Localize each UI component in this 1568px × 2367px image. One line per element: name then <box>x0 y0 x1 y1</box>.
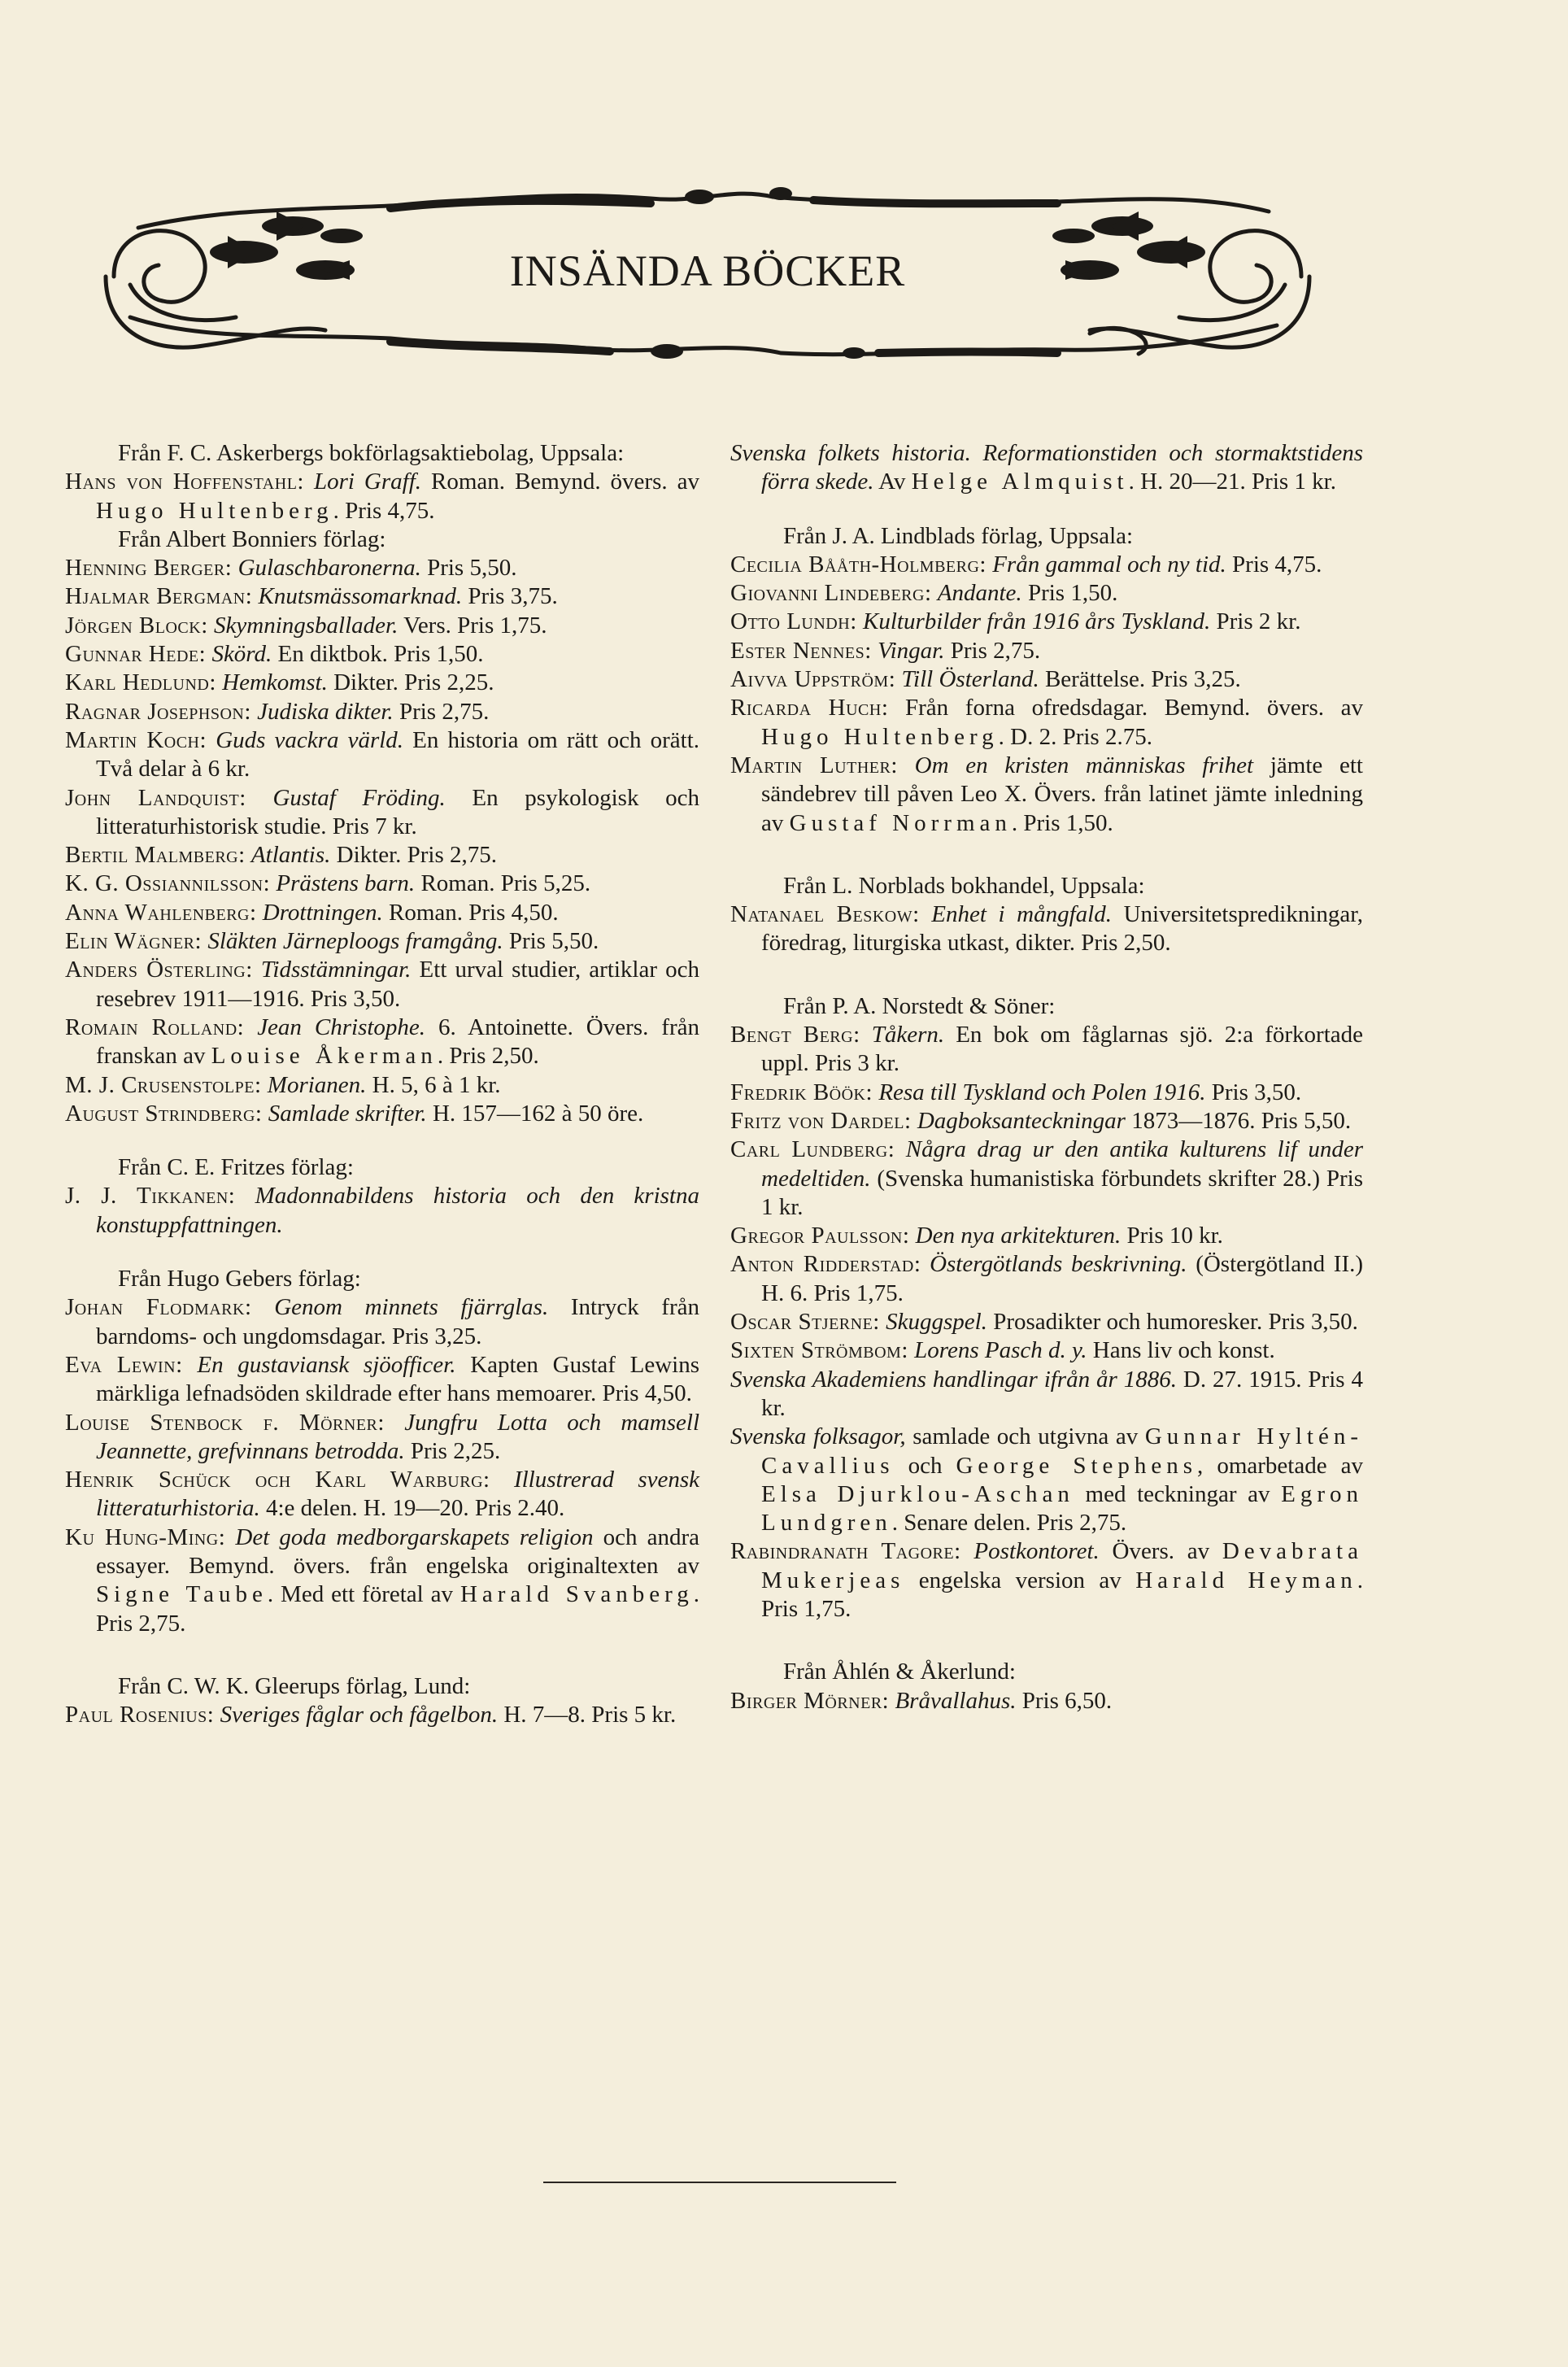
author: Eva Lewin: <box>65 1351 183 1378</box>
details: Roman. Pris 5,25. <box>415 870 591 897</box>
details: Dikter. Pris 2,25. <box>327 669 494 696</box>
details: Pris 2 kr. <box>1210 608 1301 635</box>
book-title: Enhet i mångfald. <box>931 901 1112 928</box>
footer-divider <box>543 2182 896 2183</box>
book-entry <box>65 1100 699 1128</box>
details: D. 27. 1915. Pris 4 kr. <box>761 1366 1363 1421</box>
translator: Gustaf Norrman <box>789 809 1012 836</box>
price: . Pris 4,75. <box>333 497 435 524</box>
author: Natanael Beskow: <box>730 901 920 928</box>
author: Hans von Hoffenstahl: <box>65 469 304 495</box>
details: och <box>894 1452 956 1479</box>
book-entry <box>730 579 1363 608</box>
author: Cecilia Bååth-Holmberg: <box>730 551 987 578</box>
book-title: Svenska folksagor, <box>730 1423 906 1450</box>
book-title: Några drag ur den antika kulturens lif under medeltiden. <box>761 1136 1363 1192</box>
book-entry <box>65 612 699 640</box>
book-title: Jungfru Lotta och mamsell Jeannette, grefvinnans betrodda. <box>96 1409 700 1464</box>
author: August Strindberg: <box>65 1100 263 1127</box>
book-title: Gustaf Fröding. <box>272 784 446 811</box>
author: Anna Wahlenberg: <box>65 899 257 926</box>
book-title: Släkten Järneploogs framgång. <box>207 928 503 955</box>
author: Helge Almquist <box>911 469 1129 495</box>
details: , omarbetade av <box>1197 1452 1363 1479</box>
book-entry <box>730 665 1363 694</box>
book-entry <box>65 956 699 1013</box>
details: Pris 2,75. <box>944 637 1041 664</box>
publisher-heading: Från J. A. Lindblads förlag, Uppsala: <box>783 522 1134 549</box>
publisher-heading: Från P. A. Norstedt & Söner: <box>783 992 1056 1019</box>
book-title: Illustrerad svensk litteraturhistoria. <box>96 1467 700 1522</box>
author: Ku Hung-Ming: <box>65 1524 226 1550</box>
details: . Med ett företal av <box>267 1581 460 1608</box>
translator: Louise Åkerman <box>211 1043 438 1070</box>
price: . Pris 1,50. <box>1011 809 1113 836</box>
book-title: Östergötlands beskrivning. <box>930 1251 1187 1278</box>
author: M. J. Crusenstolpe: <box>65 1071 262 1098</box>
author: Karl Hedlund: <box>65 669 216 696</box>
book-title: Tidsstämningar. <box>260 957 412 983</box>
details: Intryck från barndoms- och ungdomsdagar. Pris 3,25. <box>96 1294 699 1349</box>
details: engelska version av <box>904 1567 1136 1593</box>
book-title: Andante. <box>937 580 1022 607</box>
book-title: Den nya arkitekturen. <box>915 1223 1122 1249</box>
book-title: Judiska dikter. <box>257 698 394 725</box>
book-entry <box>730 1250 1363 1308</box>
price: . Senare delen. Pris 2,75. <box>891 1510 1127 1537</box>
details: (Östergötland II.) H. 6. Pris 1,75. <box>761 1251 1364 1306</box>
author: Bertil Malmberg: <box>65 842 246 869</box>
header-ornament-banner <box>81 179 1334 374</box>
details: Pris 5,50. <box>420 555 517 582</box>
book-entry <box>730 1366 1363 1423</box>
details: (Svenska humanistiska förbundets skrifter 28.) Pris 1 kr. <box>761 1165 1363 1220</box>
details: Pris 2,25. <box>404 1437 501 1464</box>
details: En historia om rätt och orätt. Två delar à 6 kr. <box>96 726 699 782</box>
details: H. 5, 6 à 1 kr. <box>366 1071 501 1098</box>
author: Otto Lundh: <box>730 608 857 635</box>
book-entry <box>730 1308 1363 1336</box>
book-entry <box>65 784 699 842</box>
author: Carl Lundberg: <box>730 1136 895 1163</box>
author: Anton Ridderstad: <box>730 1251 921 1278</box>
book-title: Genom minnets fjärrglas. <box>274 1294 549 1321</box>
details: samlade och utgivna av <box>905 1423 1145 1450</box>
details: H. 157—162 à 50 öre. <box>426 1100 644 1127</box>
book-title: Svenska folkets historia. Reformationstiden och stormaktstidens förra skede. <box>730 440 1363 495</box>
book-entry <box>730 551 1363 579</box>
details: Av <box>873 469 912 495</box>
editor: Gunnar Hyltén-Cavallius <box>761 1423 1363 1479</box>
details: 4:e delen. H. 19—20. Pris 2.40. <box>259 1495 565 1522</box>
book-entry <box>65 1071 699 1100</box>
details: H. 7—8. Pris 5 kr. <box>498 1702 677 1728</box>
publisher-heading: Från Åhlén & Åkerlund: <box>783 1659 1016 1685</box>
book-entry <box>65 899 699 927</box>
author: Fritz von Dardel: <box>730 1107 912 1134</box>
details: Pris 10 kr. <box>1121 1223 1223 1249</box>
details: Vers. Pris 1,75. <box>398 612 547 639</box>
details: Pris 3,75. <box>462 583 558 610</box>
book-title: Morianen. <box>267 1071 367 1098</box>
author: Martin Luther: <box>730 752 898 778</box>
details: Ett urval studier, artiklar och resebrev 1911—1916. Pris 3,50. <box>96 957 699 1012</box>
book-title: Lorens Pasch d. y. <box>914 1337 1087 1364</box>
book-entry <box>730 1222 1363 1250</box>
details: Från forna ofredsdagar. Bemynd. övers. av <box>888 695 1363 721</box>
book-title: Från gammal och ny tid. <box>992 551 1226 578</box>
details: En bok om fåglarnas sjö. 2:a förkortade uppl. Pris 3 kr. <box>761 1022 1363 1077</box>
book-entry <box>65 554 699 582</box>
book-entry <box>65 698 699 726</box>
translator: Harald Heyman <box>1135 1567 1357 1593</box>
details: 1873—1876. Pris 5,50. <box>1125 1107 1352 1134</box>
book-entry <box>65 1409 699 1467</box>
publisher-heading: Från Hugo Gebers förlag: <box>118 1266 361 1292</box>
author: Johan Flodmark: <box>65 1294 252 1321</box>
book-entry <box>65 927 699 956</box>
book-entry <box>730 637 1363 665</box>
book-title: Atlantis. <box>250 842 331 869</box>
book-entry <box>730 900 1363 958</box>
publisher-heading: Från L. Norblads bokhandel, Uppsala: <box>783 872 1145 899</box>
author: Anders Österling: <box>65 957 253 983</box>
translator: Devabrata Mukerjeas <box>761 1538 1363 1593</box>
right-column <box>730 439 1363 1715</box>
book-entry <box>65 1701 699 1729</box>
book-title: Tåkern. <box>871 1022 945 1048</box>
book-title: Sveriges fåglar och fågelbon. <box>220 1702 499 1728</box>
author: Jörgen Block: <box>65 612 208 639</box>
author: Ricarda Huch: <box>730 695 889 721</box>
details: Pris 1,50. <box>1021 580 1118 607</box>
author: Gregor Paulsson: <box>730 1223 910 1249</box>
book-entry <box>65 1466 699 1524</box>
author: John Landquist: <box>65 784 246 811</box>
publisher-heading: Från C. W. K. Gleerups förlag, Lund: <box>118 1672 471 1699</box>
illustrator: Egron Lundgren <box>761 1480 1363 1537</box>
book-entry <box>730 752 1363 838</box>
publisher-heading: Från F. C. Askerbergs bokförlagsaktiebolag, Uppsala: <box>118 440 625 466</box>
details: Övers. av <box>1099 1538 1222 1565</box>
editor: Elsa Djurklou-Aschan <box>761 1480 1074 1507</box>
editor: George Stephens <box>956 1452 1198 1479</box>
author: Fredrik Böök: <box>730 1079 873 1105</box>
book-title: Det goda medborgarskapets religion <box>235 1524 594 1550</box>
details: 6. Antoinette. Övers. från franskan av <box>96 1013 699 1070</box>
details: Pris 4,75. <box>1226 551 1322 578</box>
author: Louise Stenbock f. Mörner: <box>65 1409 385 1436</box>
translator: Hugo Hultenberg <box>761 723 999 750</box>
preface-author: Harald Svanberg <box>460 1581 694 1608</box>
details: Kapten Gustaf Lewins märkliga lefnadsöden skildrade efter hans memoarer. Pris 4,50. <box>96 1351 699 1407</box>
book-title: Gulaschbaronerna. <box>237 555 421 582</box>
details: Universitetspredikningar, föredrag, liturgiska utkast, dikter. Pris 2,50. <box>761 901 1363 957</box>
details: Hans liv och konst. <box>1087 1337 1275 1364</box>
book-title: Knutsmässomarknad. <box>258 583 463 610</box>
book-title: Samlade skrifter. <box>268 1100 427 1127</box>
book-title: Skörd. <box>211 641 272 668</box>
author: Henrik Schück och Karl Warburg: <box>65 1467 490 1493</box>
price: . Pris 2,50. <box>437 1043 539 1070</box>
book-title: Postkontoret. <box>973 1538 1100 1565</box>
book-entry <box>65 1013 699 1071</box>
book-entry <box>65 1524 699 1638</box>
book-title: Hemkomst. <box>222 669 328 696</box>
price: . H. 20—21. Pris 1 kr. <box>1128 469 1336 495</box>
book-entry <box>730 1423 1363 1537</box>
author: K. G. Ossiannilsson: <box>65 870 271 897</box>
book-entry <box>65 870 699 898</box>
author: Gunnar Hede: <box>65 641 207 668</box>
details: Berättelse. Pris 3,25. <box>1039 666 1241 693</box>
author: Paul Rosenius: <box>65 1702 215 1728</box>
details: och andra essayer. Bemynd. övers. från engelska originaltexten av <box>96 1524 699 1579</box>
book-entry <box>730 1107 1363 1136</box>
book-title: En gustaviansk sjöofficer. <box>197 1351 456 1378</box>
book-entry <box>730 1687 1363 1715</box>
book-entry <box>65 468 699 525</box>
publisher-heading: Från Albert Bonniers förlag: <box>118 525 386 552</box>
details: En psykologisk och litteraturhistorisk studie. Pris 7 kr. <box>96 784 699 839</box>
book-entry <box>730 1021 1363 1079</box>
page-title: INSÄNDA BÖCKER <box>509 246 906 295</box>
book-entry <box>65 1293 699 1351</box>
book-title: Skymningsballader. <box>214 612 399 639</box>
author: Rabindranath Tagore: <box>730 1538 961 1565</box>
author: Martin Koch: <box>65 726 207 753</box>
author: J. J. Tikkanen: <box>65 1183 236 1210</box>
book-entry <box>730 1079 1363 1107</box>
details: Prosadikter och humoresker. Pris 3,50. <box>987 1309 1358 1336</box>
book-title: Om en kristen människas frihet <box>914 752 1254 778</box>
book-entry <box>65 640 699 669</box>
details: Pris 3,50. <box>1205 1079 1302 1105</box>
book-entry <box>65 841 699 870</box>
author: Elin Wägner: <box>65 928 203 955</box>
left-column <box>65 439 699 1729</box>
author: Oscar Stjerne: <box>730 1309 880 1336</box>
book-title: Till Österland. <box>901 666 1039 693</box>
price: . D. 2. Pris 2.75. <box>998 723 1152 750</box>
book-entry <box>730 1537 1363 1624</box>
author: Romain Rolland: <box>65 1013 245 1040</box>
book-entry <box>65 726 699 784</box>
book-entry <box>730 694 1363 752</box>
book-title: Dagboksanteckningar <box>917 1107 1126 1134</box>
book-title: Svenska Akademiens handlingar ifrån år 1886. <box>730 1366 1177 1393</box>
book-entry <box>730 608 1363 636</box>
details: En diktbok. Pris 1,50. <box>272 641 484 668</box>
details: Roman. Pris 4,50. <box>382 899 559 926</box>
author: Henning Berger: <box>65 555 233 582</box>
book-title: Prästens barn. <box>276 870 416 897</box>
price: . Pris 1,75. <box>761 1567 1363 1622</box>
author: Ragnar Josephson: <box>65 698 251 725</box>
author: Giovanni Lindeberg: <box>730 580 932 607</box>
author: Bengt Berg: <box>730 1022 860 1048</box>
book-title: Resa till Tyskland och Polen 1916. <box>878 1079 1206 1105</box>
details: jämte ett sändebrev till påven Leo X. Övers. från latinet jämte inledning av <box>761 752 1363 836</box>
book-title: Skuggspel. <box>886 1309 987 1336</box>
details: Roman. Bemynd. övers. av <box>421 469 699 495</box>
book-title: Vingar. <box>878 637 945 664</box>
author: Sixten Strömbom: <box>730 1337 908 1364</box>
translator: Signe Taube <box>96 1581 268 1608</box>
book-entry <box>65 1351 699 1409</box>
book-title: Bråvallahus. <box>895 1687 1017 1714</box>
author: Ester Nennes: <box>730 637 872 664</box>
book-entry <box>65 1182 699 1240</box>
details: Pris 2,75. <box>393 698 490 725</box>
book-entry <box>730 439 1363 497</box>
book-title: Lori Graff. <box>313 469 422 495</box>
book-title: Guds vackra värld. <box>216 726 404 753</box>
author: Birger Mörner: <box>730 1687 890 1714</box>
book-title: Madonnabildens historia och den kristna konstuppfattningen. <box>96 1183 699 1238</box>
book-title: Kulturbilder från 1916 års Tyskland. <box>863 608 1211 635</box>
translator: Hugo Hultenberg <box>96 497 333 524</box>
details: Pris 6,50. <box>1016 1687 1113 1714</box>
book-entry <box>730 1336 1363 1365</box>
price: . Pris 2,75. <box>96 1581 700 1637</box>
author: Aivva Uppström: <box>730 666 896 693</box>
book-title: Jean Christophe. <box>257 1013 426 1040</box>
details: med teckningar av <box>1074 1480 1282 1507</box>
details: Pris 5,50. <box>503 928 599 955</box>
book-entry <box>65 669 699 697</box>
details: Dikter. Pris 2,75. <box>330 842 498 869</box>
publisher-heading: Från C. E. Fritzes förlag: <box>118 1154 354 1181</box>
book-entry <box>65 582 699 611</box>
book-entry <box>730 1136 1363 1222</box>
book-title: Drottningen. <box>262 899 383 926</box>
author: Hjalmar Bergman: <box>65 583 253 610</box>
